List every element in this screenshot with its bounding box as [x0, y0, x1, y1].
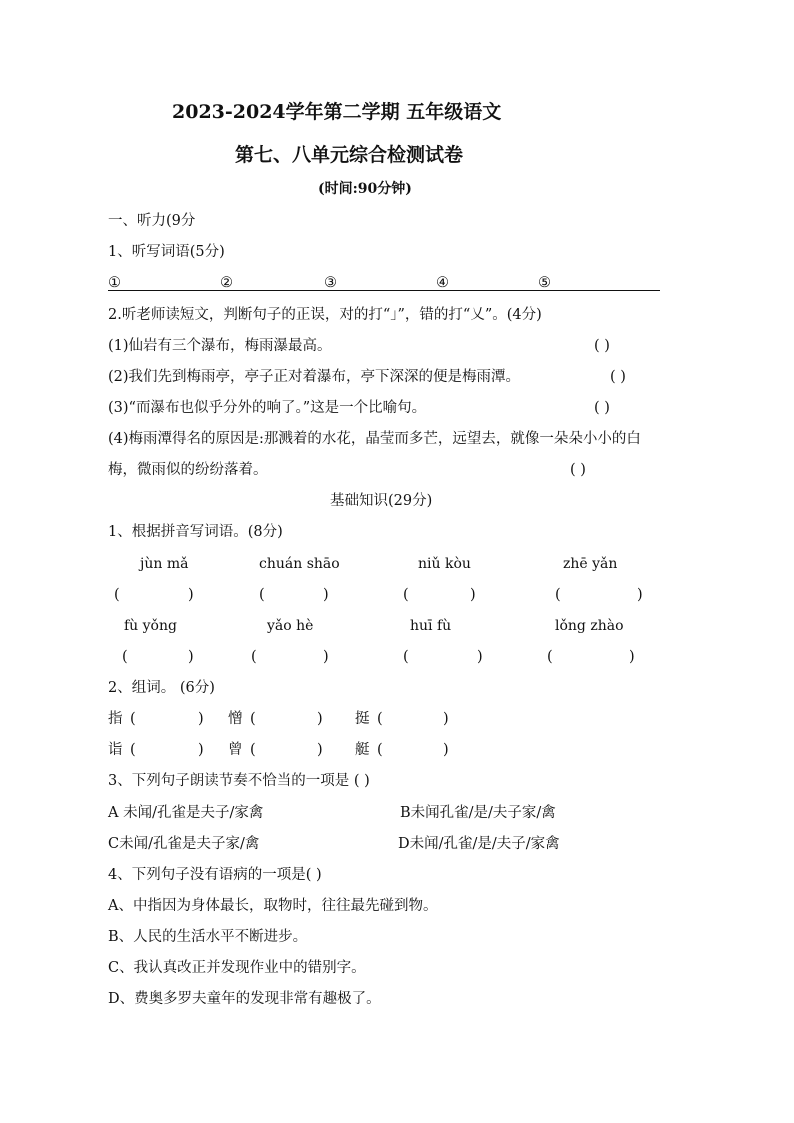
judge-paren-3: ( )	[594, 400, 610, 416]
q4-option-c: C、我认真改正并发现作业中的错别字。	[108, 960, 366, 976]
answer-lp-2: (	[259, 587, 265, 603]
judge-item-4: (4)梅雨潭得名的原因是:那溅着的水花，晶莹而多芒，远望去，就像一朵朵小小的白	[108, 431, 641, 447]
q3-option-b: B未闻孔雀/是/夫子家/禽	[400, 805, 556, 821]
pinyin-1: jùn mǎ	[140, 556, 189, 572]
zuci-rp-6: )	[443, 742, 449, 758]
q4-option-a: A、中指因为身体最长，取物时，往往最先碰到物。	[108, 898, 438, 914]
pinyin-5: fù yǒng	[124, 618, 177, 634]
judge-paren-4: ( )	[570, 462, 586, 478]
zuci-lp-3: (	[377, 711, 383, 727]
zuci-char-2: 憎	[228, 711, 243, 727]
answer-lp-4: (	[555, 587, 561, 603]
q4-option-d: D、费奥多罗夫童年的发现非常有趣极了。	[108, 991, 381, 1007]
answer-rp-2: )	[323, 587, 329, 603]
dictation-blank-1: ①	[108, 275, 121, 291]
q3-option-d: D未闻/孔雀/是/夫子/家禽	[398, 836, 560, 852]
answer-rp-3: )	[470, 587, 476, 603]
zuci-lp-1: (	[130, 711, 136, 727]
basics-q4: 4、下列句子没有语病的一项是( )	[108, 867, 322, 883]
judge-paren-2: ( )	[610, 369, 626, 385]
answer-lp-8: (	[547, 649, 553, 665]
judge-item-2: (2)我们先到梅雨亭，亭子正对着瀑布，亭下深深的便是梅雨潭。	[108, 369, 521, 385]
exam-title: 2023-2024学年第二学期 五年级语文	[172, 101, 502, 123]
pinyin-8: lǒng zhào	[555, 618, 624, 634]
zuci-rp-3: )	[443, 711, 449, 727]
zuci-char-5: 曾	[228, 742, 243, 758]
zuci-char-1: 指	[108, 711, 123, 727]
zuci-rp-1: )	[198, 711, 204, 727]
pinyin-3: niǔ kòu	[418, 556, 471, 572]
q4-option-b: B、人民的生活水平不断进步。	[108, 929, 308, 945]
judge-item-4-cont: 梅，微雨似的纷纷落着。	[108, 462, 268, 478]
answer-rp-8: )	[629, 649, 635, 665]
pinyin-7: huī fù	[410, 618, 452, 634]
exam-time: (时间:90分钟)	[318, 181, 412, 197]
dictation-blank-5: ⑤	[538, 275, 551, 291]
zuci-rp-5: )	[317, 742, 323, 758]
basics-heading: 基础知识(29分)	[330, 493, 433, 509]
basics-q2: 2、组词。 (6分)	[108, 680, 215, 696]
answer-rp-7: )	[477, 649, 483, 665]
answer-lp-1: (	[114, 587, 120, 603]
pinyin-4: zhē yǎn	[563, 556, 618, 572]
listening-heading: 一、听力(9分	[108, 213, 196, 229]
zuci-char-4: 诣	[108, 742, 123, 758]
basics-q1: 1、根据拼音写词语。(8分)	[108, 524, 283, 540]
answer-lp-6: (	[251, 649, 257, 665]
zuci-rp-2: )	[317, 711, 323, 727]
pinyin-2: chuán shāo	[259, 556, 340, 572]
dictation-blank-2: ②	[220, 275, 233, 291]
dictation-underline	[108, 290, 660, 291]
answer-rp-5: )	[188, 649, 194, 665]
judge-item-3: (3)“而瀑布也似乎分外的响了。”这是一个比喻句。	[108, 400, 427, 416]
basics-q3: 3、下列句子朗读节奏不恰当的一项是 ( )	[108, 773, 370, 789]
q3-option-a: A 未闻/孔雀是夫子/家禽	[108, 805, 264, 821]
exam-subtitle: 第七、八单元综合检测试卷	[235, 144, 464, 166]
answer-rp-6: )	[323, 649, 329, 665]
answer-rp-1: )	[188, 587, 194, 603]
zuci-lp-4: (	[130, 742, 136, 758]
judge-item-1: (1)仙岩有三个瀑布，梅雨瀑最高。	[108, 338, 332, 354]
q3-option-c: C未闻/孔雀是夫子家/禽	[108, 836, 260, 852]
dictation-blank-4: ④	[436, 275, 449, 291]
zuci-lp-6: (	[377, 742, 383, 758]
answer-lp-7: (	[403, 649, 409, 665]
answer-lp-5: (	[122, 649, 128, 665]
listening-q1: 1、听写词语(5分)	[108, 244, 225, 260]
zuci-lp-5: (	[250, 742, 256, 758]
dictation-blank-3: ③	[324, 275, 337, 291]
answer-rp-4: )	[637, 587, 643, 603]
zuci-char-3: 挺	[355, 711, 370, 727]
zuci-lp-2: (	[250, 711, 256, 727]
listening-q2: 2.听老师读短文，判断句子的正误，对的打“」”，错的打“乂”。(4分)	[108, 307, 542, 323]
answer-lp-3: (	[403, 587, 409, 603]
zuci-rp-4: )	[198, 742, 204, 758]
zuci-char-6: 艇	[355, 742, 370, 758]
pinyin-6: yǎo hè	[267, 618, 314, 634]
judge-paren-1: ( )	[594, 338, 610, 354]
